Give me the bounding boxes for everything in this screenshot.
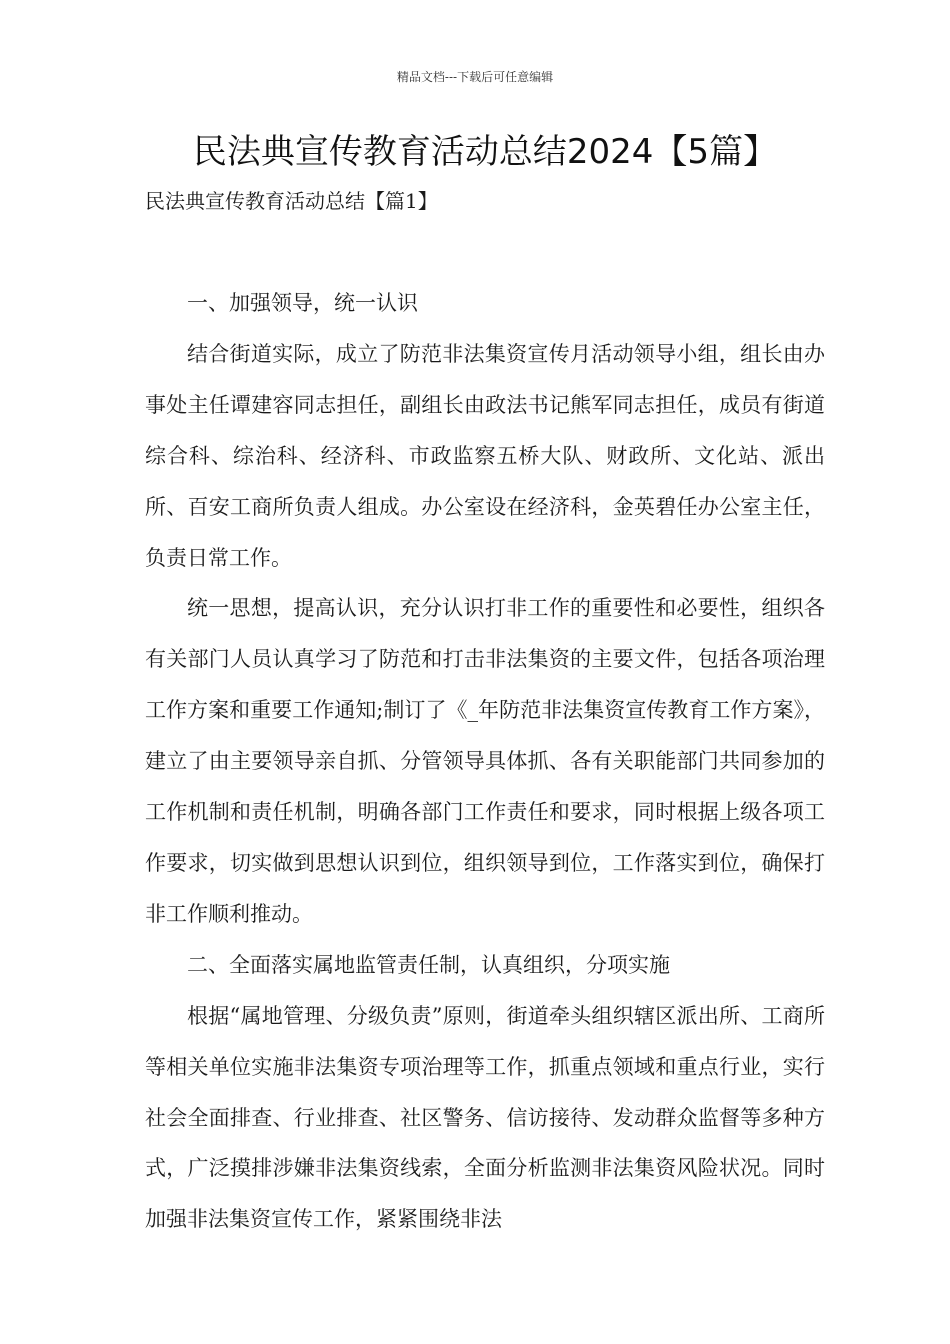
paragraph: 结合街道实际，成立了防范非法集资宣传月活动领导小组，组长由办事处主任谭建容同志担任，副组长由政法书记熊军同志担任，成员有街道综合科、综治科、经济科、市政监察五桥大队、财政所、文化站、派出所、百安工商所负责人组成。办公室设在经济科，金英碧任办公室主任，负责日常工作。 <box>145 341 825 570</box>
paragraph: 根据“属地管理、分级负责”原则，街道牵头组织辖区派出所、工商所等相关单位实施非法集资专项治理等工作，抓重点领域和重点行业，实行社会全面排查、行业排查、社区警务、信访接待、发动群众监督等多种方式，广泛摸排涉嫌非法集资线索，全面分析监测非法集资风险状况。同时加强非法集资宣传工作，紧紧围绕非法 <box>145 1003 825 1232</box>
document-body <box>145 278 825 1245</box>
section-heading-1: 一、加强领导，统一认识 <box>187 291 418 315</box>
paragraph: 统一思想，提高认识，充分认识打非工作的重要性和必要性，组织各有关部门人员认真学习了防范和打击非法集资的主要文件，包括各项治理工作方案和重要工作通知;制订了《_年防范非法集资宣传教育工作方案》，建立了由主要领导亲自抓、分管领导具体抓、各有关职能部门共同参加的工作机制和责任机制，明确各部门工作责任和要求，同时根据上级各项工作要求，切实做到思想认识到位，组织领导到位，工作落实到位，确保打非工作顺利推动。 <box>145 596 825 926</box>
section-heading-2: 二、全面落实属地监管责任制，认真组织，分项实施 <box>187 952 670 977</box>
document-subtitle: 民法典宣传教育活动总结【篇1】 <box>145 189 438 213</box>
header-note: 精品文档---下载后可任意编辑 <box>396 70 554 84</box>
document-title: 民法典宣传教育活动总结2024【5篇】 <box>192 132 778 172</box>
